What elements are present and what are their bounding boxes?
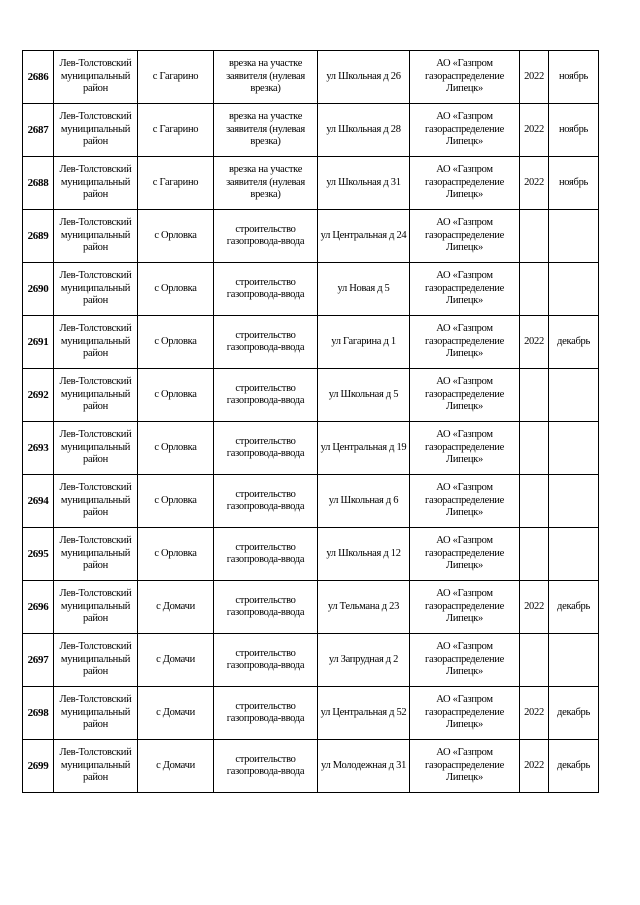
row-number-cell: 2688 (23, 157, 54, 210)
month-cell (549, 475, 599, 528)
organization-cell: АО «Газпром газораспределение Липецк» (410, 51, 520, 104)
month-cell: декабрь (549, 316, 599, 369)
organization-cell: АО «Газпром газораспределение Липецк» (410, 634, 520, 687)
address-cell: ул Центральная д 19 (318, 422, 410, 475)
table-row (23, 475, 599, 528)
address-cell: ул Школьная д 31 (318, 157, 410, 210)
year-cell: 2022 (520, 104, 549, 157)
table-row (23, 210, 599, 263)
year-cell (520, 210, 549, 263)
work-type-cell: врезка на участке заявителя (нулевая врезка) (214, 51, 318, 104)
year-cell (520, 475, 549, 528)
address-cell: ул Школьная д 28 (318, 104, 410, 157)
district-cell: Лев-Толстовский муниципальный район (54, 634, 138, 687)
row-number-cell: 2691 (23, 316, 54, 369)
work-type-cell: строительство газопровода-ввода (214, 740, 318, 793)
organization-cell: АО «Газпром газораспределение Липецк» (410, 528, 520, 581)
district-cell: Лев-Толстовский муниципальный район (54, 210, 138, 263)
table-row (23, 581, 599, 634)
row-number-cell: 2690 (23, 263, 54, 316)
month-cell (549, 263, 599, 316)
table-row (23, 104, 599, 157)
settlement-cell: с Орловка (138, 263, 214, 316)
organization-cell: АО «Газпром газораспределение Липецк» (410, 687, 520, 740)
table-row (23, 316, 599, 369)
district-cell: Лев-Толстовский муниципальный район (54, 316, 138, 369)
row-number-cell: 2694 (23, 475, 54, 528)
row-number-cell: 2689 (23, 210, 54, 263)
organization-cell: АО «Газпром газораспределение Липецк» (410, 316, 520, 369)
settlement-cell: с Домачи (138, 740, 214, 793)
organization-cell: АО «Газпром газораспределение Липецк» (410, 157, 520, 210)
month-cell (549, 528, 599, 581)
address-cell: ул Гагарина д 1 (318, 316, 410, 369)
settlement-cell: с Домачи (138, 634, 214, 687)
row-number-cell: 2695 (23, 528, 54, 581)
year-cell (520, 263, 549, 316)
work-type-cell: строительство газопровода-ввода (214, 316, 318, 369)
row-number-cell: 2696 (23, 581, 54, 634)
year-cell: 2022 (520, 51, 549, 104)
work-type-cell: строительство газопровода-ввода (214, 369, 318, 422)
row-number-cell: 2697 (23, 634, 54, 687)
settlement-cell: с Гагарино (138, 104, 214, 157)
row-number-cell: 2687 (23, 104, 54, 157)
year-cell (520, 369, 549, 422)
month-cell: декабрь (549, 581, 599, 634)
year-cell: 2022 (520, 316, 549, 369)
organization-cell: АО «Газпром газораспределение Липецк» (410, 475, 520, 528)
settlement-cell: с Орловка (138, 316, 214, 369)
settlement-cell: с Орловка (138, 528, 214, 581)
district-cell: Лев-Толстовский муниципальный район (54, 157, 138, 210)
address-cell: ул Тельмана д 23 (318, 581, 410, 634)
district-cell: Лев-Толстовский муниципальный район (54, 528, 138, 581)
year-cell (520, 422, 549, 475)
work-type-cell: врезка на участке заявителя (нулевая врезка) (214, 104, 318, 157)
address-cell: ул Центральная д 24 (318, 210, 410, 263)
table-row (23, 687, 599, 740)
year-cell: 2022 (520, 581, 549, 634)
address-cell: ул Центральная д 52 (318, 687, 410, 740)
work-type-cell: строительство газопровода-ввода (214, 210, 318, 263)
table-row (23, 422, 599, 475)
district-cell: Лев-Толстовский муниципальный район (54, 422, 138, 475)
year-cell: 2022 (520, 740, 549, 793)
month-cell: декабрь (549, 740, 599, 793)
district-cell: Лев-Толстовский муниципальный район (54, 263, 138, 316)
work-type-cell: строительство газопровода-ввода (214, 634, 318, 687)
district-cell: Лев-Толстовский муниципальный район (54, 581, 138, 634)
settlement-cell: с Гагарино (138, 51, 214, 104)
address-cell: ул Школьная д 6 (318, 475, 410, 528)
address-cell: ул Молодежная д 31 (318, 740, 410, 793)
table-row (23, 369, 599, 422)
settlement-cell: с Орловка (138, 369, 214, 422)
year-cell (520, 528, 549, 581)
work-type-cell: строительство газопровода-ввода (214, 581, 318, 634)
table-row (23, 157, 599, 210)
table-row (23, 634, 599, 687)
row-number-cell: 2699 (23, 740, 54, 793)
work-type-cell: строительство газопровода-ввода (214, 263, 318, 316)
month-cell (549, 210, 599, 263)
table-body (23, 51, 599, 793)
district-cell: Лев-Толстовский муниципальный район (54, 369, 138, 422)
address-cell: ул Запрудная д 2 (318, 634, 410, 687)
district-cell: Лев-Толстовский муниципальный район (54, 104, 138, 157)
address-cell: ул Школьная д 26 (318, 51, 410, 104)
gas-connection-table (22, 50, 599, 793)
work-type-cell: врезка на участке заявителя (нулевая врезка) (214, 157, 318, 210)
work-type-cell: строительство газопровода-ввода (214, 475, 318, 528)
organization-cell: АО «Газпром газораспределение Липецк» (410, 581, 520, 634)
month-cell: ноябрь (549, 51, 599, 104)
work-type-cell: строительство газопровода-ввода (214, 528, 318, 581)
month-cell: ноябрь (549, 157, 599, 210)
organization-cell: АО «Газпром газораспределение Липецк» (410, 369, 520, 422)
settlement-cell: с Гагарино (138, 157, 214, 210)
address-cell: ул Школьная д 5 (318, 369, 410, 422)
table-row (23, 740, 599, 793)
month-cell (549, 634, 599, 687)
address-cell: ул Школьная д 12 (318, 528, 410, 581)
organization-cell: АО «Газпром газораспределение Липецк» (410, 210, 520, 263)
organization-cell: АО «Газпром газораспределение Липецк» (410, 422, 520, 475)
address-cell: ул Новая д 5 (318, 263, 410, 316)
settlement-cell: с Домачи (138, 687, 214, 740)
district-cell: Лев-Толстовский муниципальный район (54, 687, 138, 740)
settlement-cell: с Орловка (138, 475, 214, 528)
organization-cell: АО «Газпром газораспределение Липецк» (410, 263, 520, 316)
work-type-cell: строительство газопровода-ввода (214, 687, 318, 740)
settlement-cell: с Домачи (138, 581, 214, 634)
settlement-cell: с Орловка (138, 422, 214, 475)
year-cell: 2022 (520, 157, 549, 210)
table-row (23, 528, 599, 581)
row-number-cell: 2698 (23, 687, 54, 740)
district-cell: Лев-Толстовский муниципальный район (54, 475, 138, 528)
row-number-cell: 2686 (23, 51, 54, 104)
organization-cell: АО «Газпром газораспределение Липецк» (410, 740, 520, 793)
settlement-cell: с Орловка (138, 210, 214, 263)
year-cell: 2022 (520, 687, 549, 740)
organization-cell: АО «Газпром газораспределение Липецк» (410, 104, 520, 157)
month-cell (549, 422, 599, 475)
month-cell: ноябрь (549, 104, 599, 157)
month-cell (549, 369, 599, 422)
table-row (23, 263, 599, 316)
work-type-cell: строительство газопровода-ввода (214, 422, 318, 475)
year-cell (520, 634, 549, 687)
table-row (23, 51, 599, 104)
row-number-cell: 2693 (23, 422, 54, 475)
row-number-cell: 2692 (23, 369, 54, 422)
month-cell: декабрь (549, 687, 599, 740)
district-cell: Лев-Толстовский муниципальный район (54, 51, 138, 104)
district-cell: Лев-Толстовский муниципальный район (54, 740, 138, 793)
